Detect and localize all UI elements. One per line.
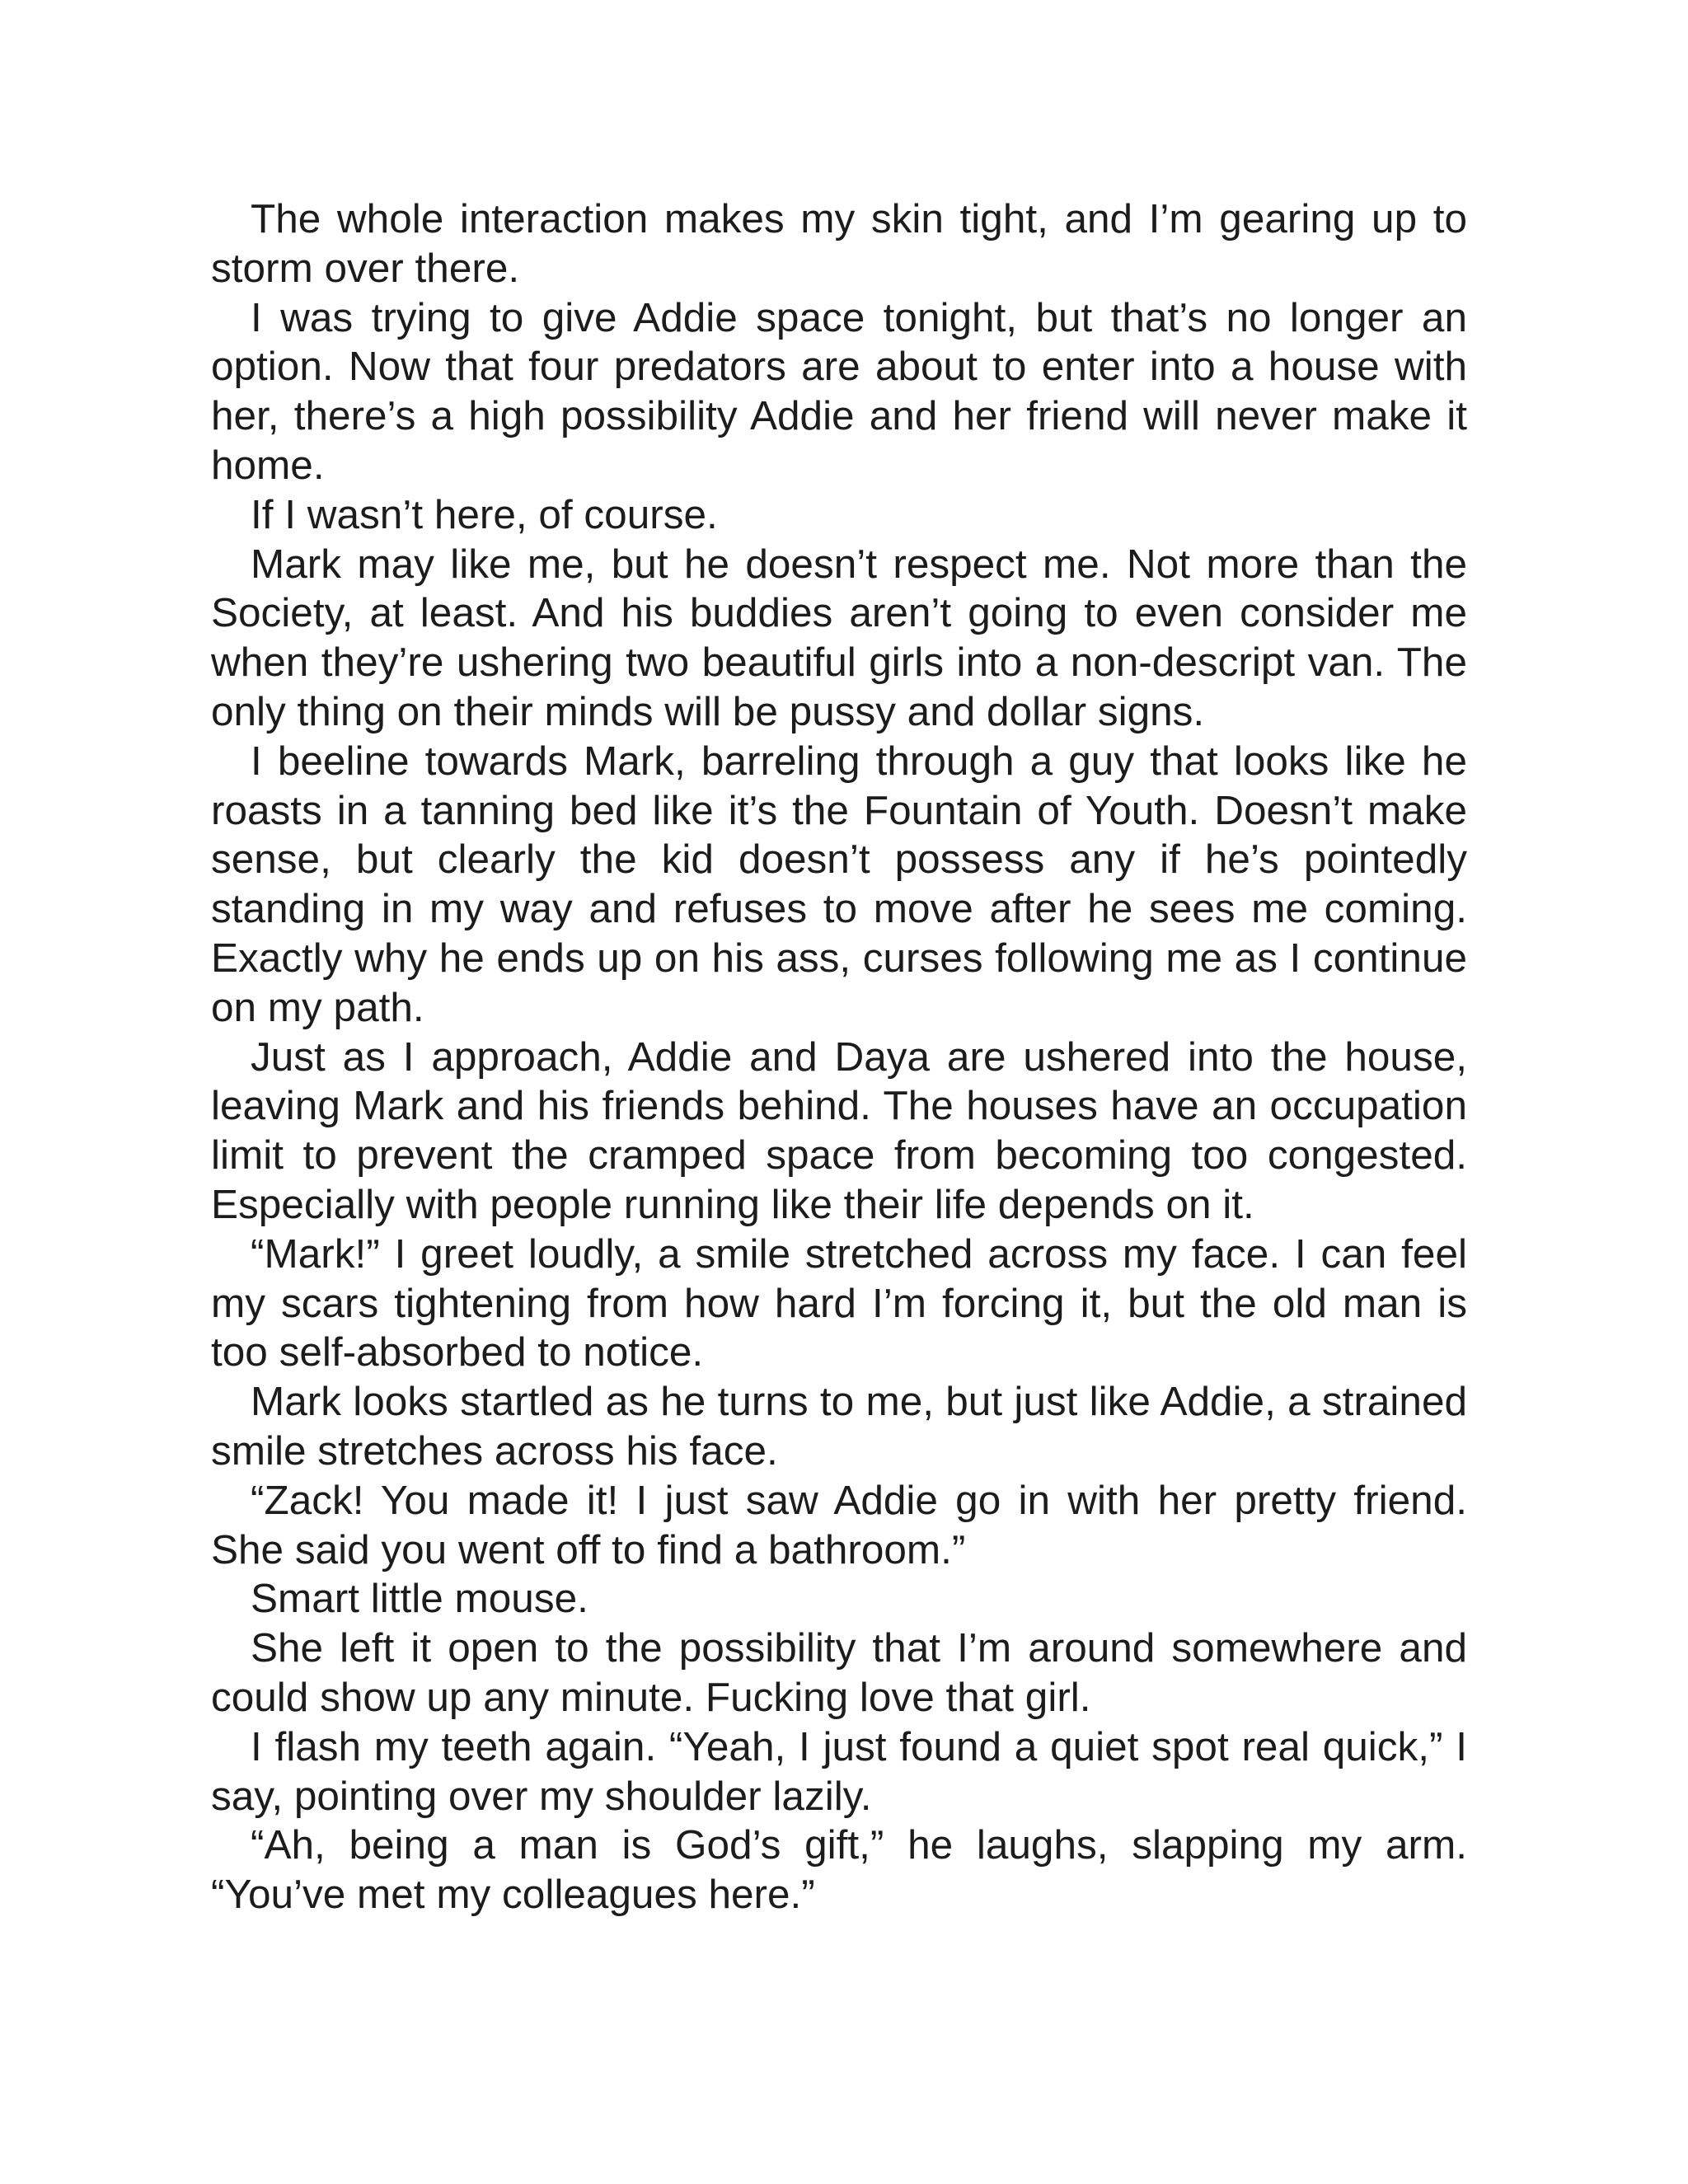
paragraph-7: “Mark!” I greet loudly, a smile stretched across my face. I can feel my scars tightening from how hard I’m forcing it, but the old man is too self-absorbed to notice. (211, 1230, 1467, 1376)
paragraph-8: Mark looks startled as he turns to me, but just like Addie, a strained smile stretches across his face. (211, 1379, 1467, 1474)
paragraph-4: Mark may like me, but he doesn’t respect me. Not more than the Society, at least. And his buddies aren’t going to even consider me when they’re ushering two beautiful girls into a non-descript van. The only thing on their minds will be pussy and dollar signs. (211, 541, 1467, 734)
paragraph-11: She left it open to the possibility that I’m around somewhere and could show up any minute. Fucking love that girl. (211, 1625, 1467, 1720)
book-page (211, 194, 1467, 1919)
paragraph-12: I flash my teeth again. “Yeah, I just found a quiet spot real quick,” I say, pointing over my shoulder lazily. (211, 1723, 1467, 1819)
paragraph-3: If I wasn’t here, of course. (251, 491, 718, 537)
paragraph-13: “Ah, being a man is God’s gift,” he laughs, slapping my arm. “You’ve met my colleagues here.” (211, 1822, 1467, 1918)
paragraph-9: “Zack! You made it! I just saw Addie go in with her pretty friend. She said you went off to find a bathroom.” (211, 1477, 1467, 1572)
paragraph-5: I beeline towards Mark, barreling through a guy that looks like he roasts in a tanning bed like it’s the Fountain of Youth. Doesn’t make sense, but clearly the kid doesn’t possess any if he’s pointedly standing in my way and refuses to move after he sees me coming. Exactly why he ends up on his ass, curses following me as I continue on my path. (211, 738, 1467, 1030)
paragraph-1: The whole interaction makes my skin tight, and I’m gearing up to storm over there. (211, 196, 1467, 291)
paragraph-10: Smart little mouse. (251, 1576, 588, 1622)
paragraph-6: Just as I approach, Addie and Daya are ushered into the house, leaving Mark and his friends behind. The houses have an occupation limit to prevent the cramped space from becoming too congested. Especially with people running like their life depends on it. (211, 1033, 1467, 1227)
paragraph-2: I was trying to give Addie space tonight, but that’s no longer an option. Now that four predators are about to enter into a house with her, there’s a high possibility Addie and her friend will never make it home. (211, 294, 1467, 488)
